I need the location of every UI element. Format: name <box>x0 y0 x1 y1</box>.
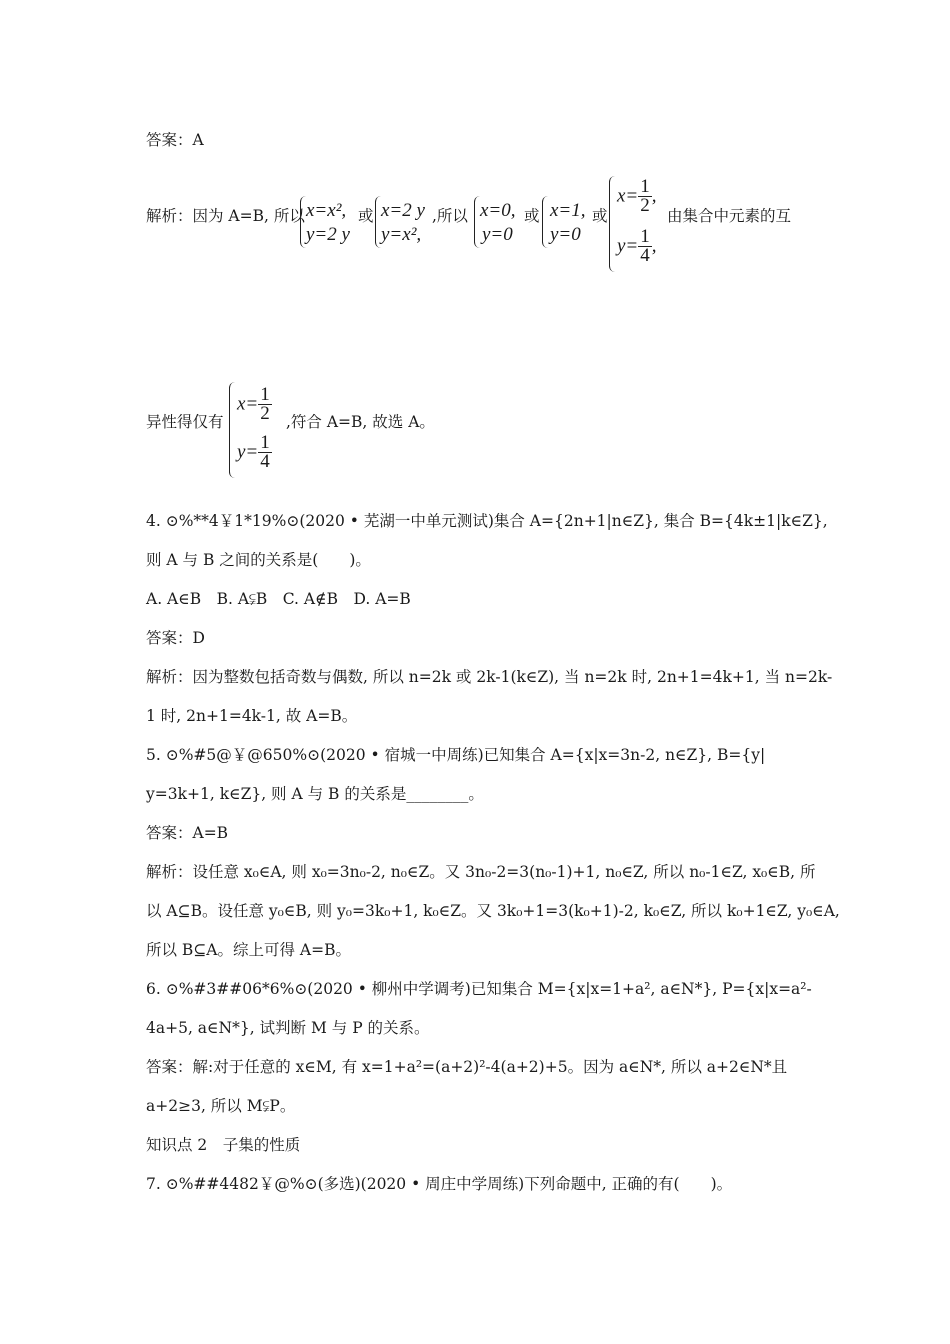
var-x: x= <box>617 185 639 207</box>
question-5-analysis-1: 解析：设任意 x₀∈A, 则 x₀=3n₀-2, n₀∈Z。又 3n₀-2=3(n₀-1)+1, n₀∈Z, 所以 n₀-1∈Z, x₀∈B, 所 <box>146 863 816 881</box>
var-y: y= <box>237 441 259 463</box>
comma: , <box>651 235 657 257</box>
system-row <box>237 434 272 471</box>
system-row: x=1, <box>550 200 586 221</box>
question-5-analysis-3: 所以 B⊆A。综上可得 A=B。 <box>146 941 351 959</box>
question-4-line-1: 4. ⊙%**4￥1*19%⊙(2020 • 芜湖一中单元测试)集合 A={2n+1|n∈Z}, 集合 B={4k±1|k∈Z}, <box>146 512 828 530</box>
system-row: x=x², <box>306 200 347 221</box>
system-row: x=2 y <box>381 200 425 221</box>
denominator: 4 <box>260 451 270 472</box>
analysis-continuation: 异性得仅有 <box>146 413 224 431</box>
question-7-line-1: 7. ⊙%##4482￥@%⊙(多选)(2020 • 周庄中学周练)下列命题中, 正确的有( )。 <box>146 1175 733 1193</box>
denominator: 4 <box>640 245 650 266</box>
equation-system-5 <box>609 176 669 272</box>
fraction-quarter <box>258 434 272 471</box>
numerator: 1 <box>640 226 650 247</box>
equation-system-6 <box>229 382 289 478</box>
question-6-line-2: 4a+5, a∈N*}, 试判断 M 与 P 的关系。 <box>146 1019 430 1037</box>
system-row <box>617 178 657 215</box>
left-brace <box>609 176 616 272</box>
analysis-intro: 解析：因为 A=B, 所以 <box>146 207 305 225</box>
var-y: y= <box>617 235 639 257</box>
analysis-continuation-tail: ,符合 A=B, 故选 A。 <box>286 413 435 431</box>
denominator: 2 <box>640 195 650 216</box>
question-5-line-2: y=3k+1, k∈Z}, 则 A 与 B 的关系是________。 <box>146 785 484 803</box>
question-6-answer-1: 答案：解:对于任意的 x∈M, 有 x=1+a²=(a+2)²-4(a+2)+5。因为 a∈N*, 所以 a+2∈N*且 <box>146 1058 788 1076</box>
denominator: 2 <box>260 403 270 424</box>
fraction-half <box>258 386 272 423</box>
system-row: y=0 <box>550 224 581 245</box>
fraction-quarter <box>638 228 652 265</box>
section-heading: 知识点 2 子集的性质 <box>146 1136 301 1154</box>
equation-system-4 <box>542 196 592 248</box>
question-6-line-1: 6. ⊙%#3##06*6%⊙(2020 • 柳州中学调考)已知集合 M={x|x=1+a², a∈N*}, P={x|x=a²- <box>146 980 812 998</box>
var-x: x= <box>237 393 259 415</box>
or-text: 或 <box>358 207 374 225</box>
left-brace <box>542 196 549 248</box>
or-text: 或 <box>592 207 608 225</box>
numerator: 1 <box>640 176 650 197</box>
question-5-analysis-2: 以 A⊆B。设任意 y₀∈B, 则 y₀=3k₀+1, k₀∈Z。又 3k₀+1=3(k₀+1)-2, k₀∈Z, 所以 k₀+1∈Z, y₀∈A, <box>146 902 840 920</box>
equation-system-2 <box>375 196 435 248</box>
question-4-line-2: 则 A 与 B 之间的关系是( )。 <box>146 551 371 569</box>
question-5-line-1: 5. ⊙%#5@￥@650%⊙(2020 • 宿城一中周练)已知集合 A={x|x=3n-2, n∈Z}, B={y| <box>146 746 766 764</box>
question-4-answer: 答案：D <box>146 629 205 647</box>
so-text: ,所以 <box>432 207 468 225</box>
question-4-analysis-1: 解析：因为整数包括奇数与偶数, 所以 n=2k 或 2k-1(k∈Z), 当 n=2k 时, 2n+1=4k+1, 当 n=2k- <box>146 668 833 686</box>
comma: , <box>651 185 657 207</box>
question-5-answer: 答案：A=B <box>146 824 229 842</box>
numerator: 1 <box>260 432 270 453</box>
question-4-analysis-2: 1 时, 2n+1=4k-1, 故 A=B。 <box>146 707 358 725</box>
equation-system-3 <box>474 196 524 248</box>
system-row <box>237 386 272 423</box>
system-row: y=0 <box>482 224 513 245</box>
answer-text: 答案：A <box>146 131 204 149</box>
system-row: x=0, <box>480 200 516 221</box>
fraction-half <box>638 178 652 215</box>
system-row: y=2 y <box>306 224 350 245</box>
numerator: 1 <box>260 384 270 405</box>
question-4-options: A. A∈B B. A⫋B C. A∉B D. A=B <box>146 590 411 608</box>
left-brace <box>229 382 236 478</box>
or-text: 或 <box>524 207 540 225</box>
analysis-tail: 由集合中元素的互 <box>667 207 792 225</box>
system-row <box>617 228 657 265</box>
equation-system-1 <box>300 196 360 248</box>
question-6-answer-2: a+2≥3, 所以 M⫋P。 <box>146 1097 296 1115</box>
system-row: y=x², <box>381 224 422 245</box>
